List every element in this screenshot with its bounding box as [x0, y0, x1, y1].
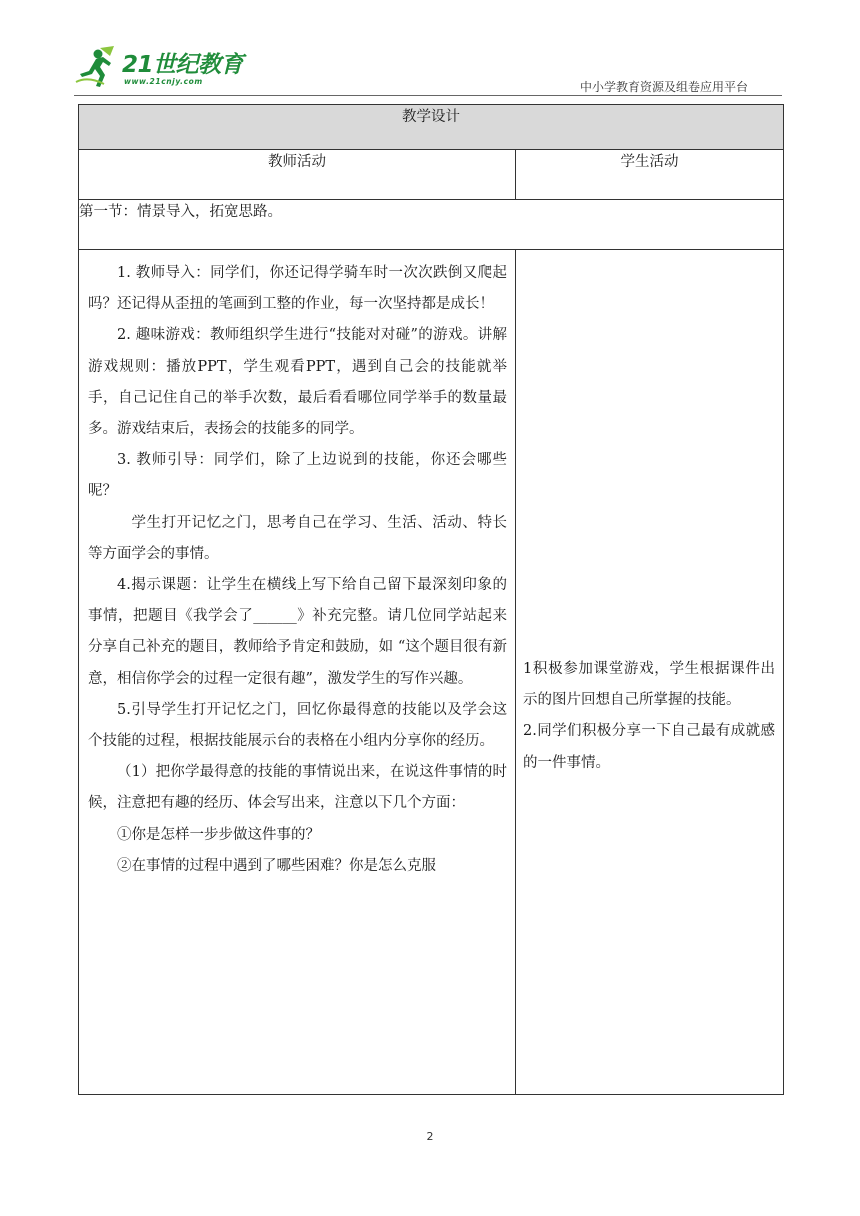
teacher-paragraph: （1）把你学最得意的技能的事情说出来，在说这件事情的时候，注意把有趣的经历、体会写出来，注意以下几个方面： — [88, 764, 507, 812]
teacher-paragraph: 1. 教师导入：同学们，你还记得学骑车时一次次跌倒又爬起吗？还记得从歪扭的笔画到工整的作业，每一次坚持都是成长！ — [88, 265, 507, 313]
teacher-paragraph: 3. 教师引导：同学们，除了上边说到的技能，你还会哪些呢？ — [88, 452, 507, 500]
logo — [74, 44, 264, 94]
header-divider — [74, 95, 782, 96]
teacher-paragraph: 学生打开记忆之门，思考自己在学习、生活、活动、特长等方面学会的事情。 — [88, 514, 507, 562]
student-paragraph: 2.同学们积极分享一下自己最有成就感的一件事情。 — [523, 723, 775, 771]
content-row — [79, 250, 784, 1095]
student-activity-cell — [516, 250, 784, 1095]
student-activity-content — [523, 250, 775, 779]
column-header-teacher: 教师活动 — [79, 150, 516, 200]
section-title: 第一节：情景导入，拓宽思路。 — [79, 200, 784, 250]
page-number: 2 — [426, 1130, 434, 1143]
runner-logo-icon — [74, 44, 122, 90]
teacher-activity-cell — [79, 250, 516, 1095]
table-header-row — [79, 150, 784, 200]
teacher-paragraph: 5.引导学生打开记忆之门，回忆你最得意的技能以及学会这个技能的过程，根据技能展示台的表格在小组内分享你的经历。 — [88, 701, 507, 750]
section-row — [79, 200, 784, 250]
table-title-row — [79, 105, 784, 150]
table-title: 教学设计 — [79, 105, 784, 150]
teacher-paragraph: ①你是怎样一步步做这件事的？ — [117, 826, 320, 843]
page-header — [0, 0, 860, 100]
teacher-paragraph: 2. 趣味游戏：教师组织学生进行“技能对对碰”的游戏。讲解游戏规则：播放PPT，学生观看PPT，遇到自己会的技能就举手，自己记住自己的举手次数，最后看看哪位同学举手的数量最多。游戏结束后，表扬会的技能多的同学。 — [88, 327, 507, 438]
logo-text: 21世纪教育 — [122, 52, 244, 78]
teacher-paragraph: 4.揭示课题：让学生在横线上写下给自己留下最深刻印象的事情，把题目《我学会了______》补充完整。请几位同学站起来分享自己补充的题目，教师给予肯定和鼓励，如 “这个题目很有新意，相信你学会的过程一定很有趣”，激发学生的写作兴趣。 — [88, 577, 507, 687]
teaching-design-table — [78, 104, 784, 1095]
teacher-paragraph: ②在事情的过程中遇到了哪些困难？你是怎么克服 — [117, 857, 436, 874]
column-header-student: 学生活动 — [516, 150, 784, 200]
logo-url: www.21cnjy.com — [124, 77, 203, 86]
header-tagline: 中小学教育资源及组卷应用平台 — [579, 80, 748, 94]
student-paragraph: 1积极参加课堂游戏，学生根据课件出示的图片回想自己所掌握的技能。 — [523, 661, 775, 709]
